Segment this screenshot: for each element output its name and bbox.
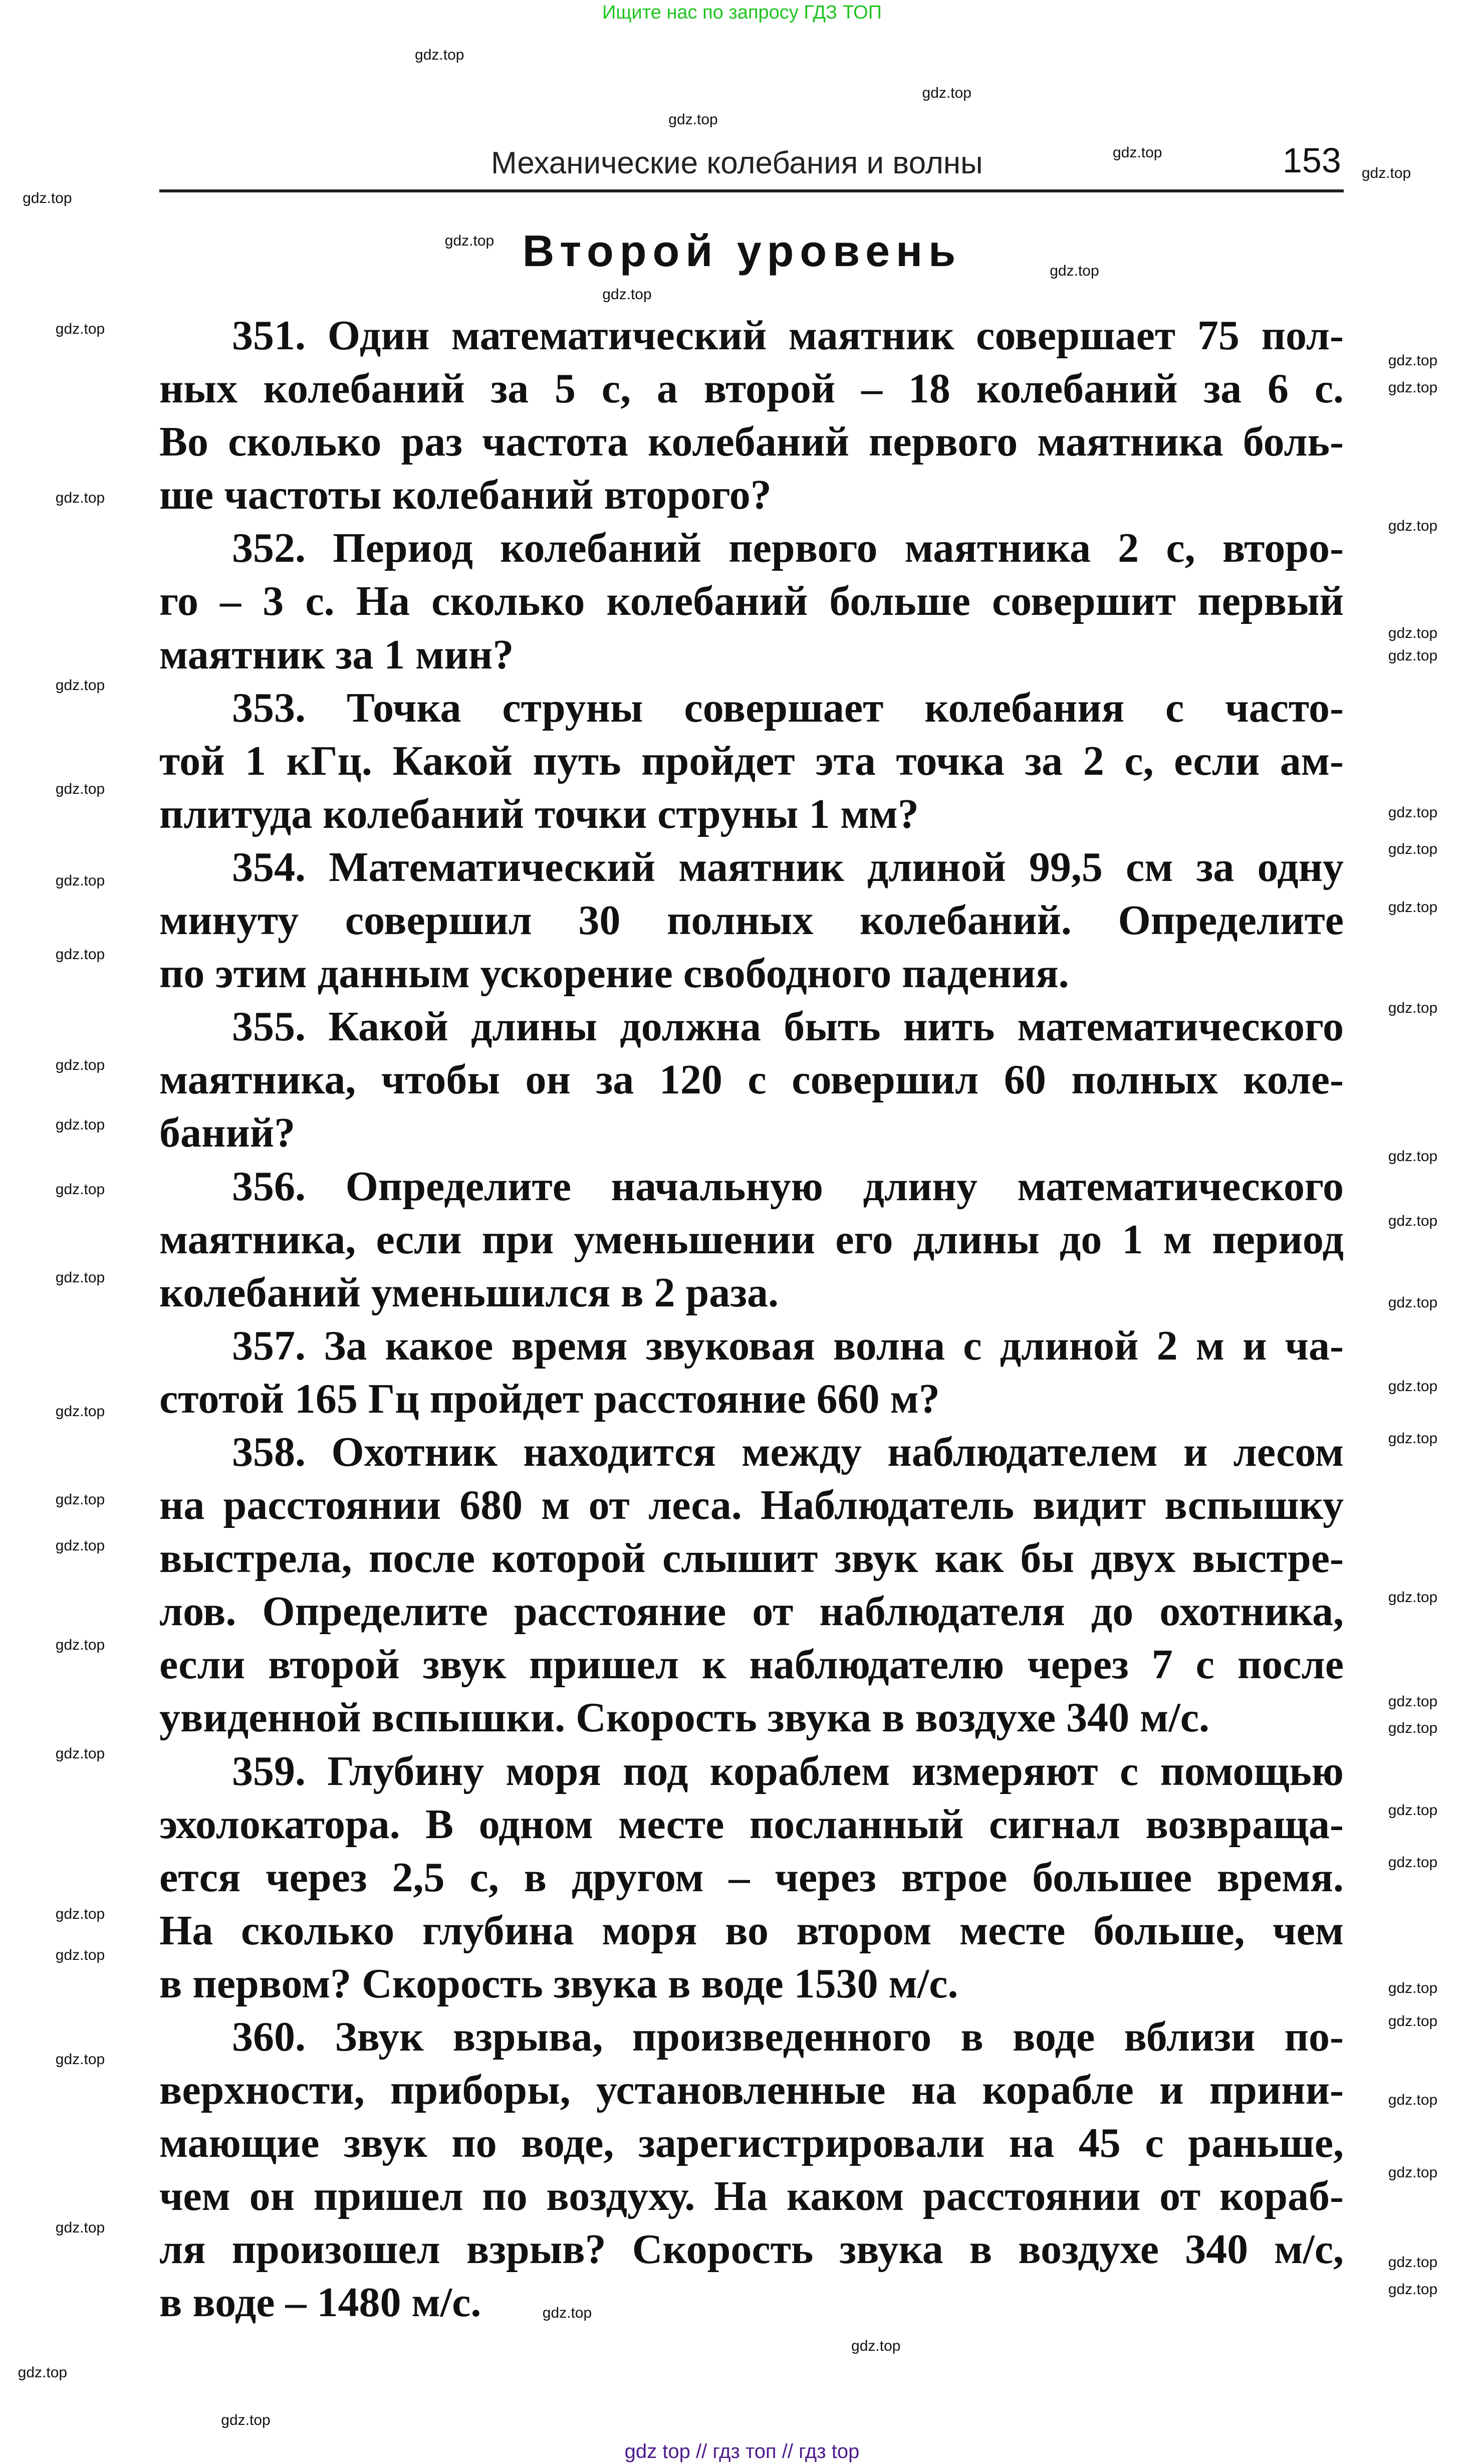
watermark: gdz.top [55,321,105,338]
problem-line [159,894,1344,947]
problem-text: На сколько глубина моря во втором месте больше, чем [159,1907,1344,1954]
problem-text: если второй звук пришел к наблюдателю через 7 с после [159,1641,1344,1688]
problem-line [159,1798,1344,1851]
problem-text: Во сколько раз частота колебаний первого маятника боль- [159,418,1344,466]
problem-text: верхности, приборы, установленные на корабле и прини- [159,2067,1344,2114]
watermark: gdz.top [1388,2254,1438,2271]
problem-line [159,1532,1344,1585]
watermark: gdz.top [55,1056,105,1073]
watermark: gdz.top [55,1947,105,1964]
problem-line [159,1373,1344,1426]
watermark: gdz.top [55,872,105,889]
problem-text: стотой 165 Гц пройдет расстояние 660 м? [159,1375,940,1422]
problem-text: выстрела, после которой слышит звук как бы двух выстре- [159,1535,1344,1582]
problem-number: 359. [232,1747,306,1795]
watermark: gdz.top [1388,1802,1438,1819]
watermark: gdz.top [1388,1720,1438,1737]
watermark: gdz.top [55,1269,105,1286]
problem-text: ля произошел взрыв? Скорость звука в воздухе 340 м/с, [159,2226,1344,2273]
problem-number: 354. [232,843,306,890]
problem-line [159,1851,1344,1904]
watermark: gdz.top [1361,164,1411,181]
watermark: gdz.top [1388,1854,1438,1871]
problem-text: минуту совершил 30 полных колебаний. Определите [159,897,1344,944]
watermark: gdz.top [55,1116,105,1134]
problem-line [159,362,1344,415]
problem-line [159,1426,1344,1479]
problem-number: 351. [232,312,306,359]
problem-line [159,1106,1344,1160]
top-banner-link[interactable]: Ищите нас по запросу ГДЗ ТОП [602,2,882,23]
problem-text: на расстоянии 680 м от леса. Наблюдатель видит вспышку [159,1482,1344,1529]
watermark: gdz.top [55,1491,105,1508]
problem-text: по этим данным ускорение свободного падения. [159,950,1069,997]
watermark: gdz.top [55,489,105,506]
watermark: gdz.top [1050,262,1099,279]
problem-line [159,1479,1344,1532]
running-title: Механические колебания и волны [491,146,983,180]
watermark: gdz.top [1388,352,1438,369]
problem-list [159,309,1344,2330]
watermark: gdz.top [1388,2281,1438,2298]
problem-line [159,735,1344,788]
problem-text: ется через 2,5 с, в другом – через втрое большее время. [159,1854,1344,1901]
problem-line [159,788,1344,841]
problem-text: эхолокатора. В одном месте посланный сигнал возвраща- [159,1801,1344,1848]
problem-number: 353. [232,684,306,731]
problem-text: Математический маятник длиной 99,5 см за одну [329,843,1344,890]
watermark: gdz.top [922,84,971,101]
problem-line [159,682,1344,735]
watermark: gdz.top [1388,379,1438,396]
problem-line [159,1904,1344,1957]
problem-text: мающие звук по воде, зарегистрировали на 45 с раньше, [159,2120,1344,2167]
problem-number: 358. [232,1428,306,1475]
watermark: gdz.top [55,1906,105,1923]
watermark: gdz.top [1388,625,1438,642]
watermark: gdz.top [668,111,718,128]
watermark: gdz.top [55,1403,105,1420]
watermark: gdz.top [1388,1000,1438,1017]
problem-text: Охотник находится между наблюдателем и лесом [331,1428,1344,1475]
watermark: gdz.top [1388,899,1438,916]
problem-line [159,309,1344,362]
problem-text: плитуда колебаний точки струны 1 мм? [159,790,919,837]
problem-text: Глубину моря под кораблем измеряют с помощью [327,1747,1344,1795]
problem-line [159,575,1344,628]
problem-text: ше частоты колебаний второго? [159,472,772,519]
problem-text: ных колебаний за 5 с, а второй – 18 колебаний за 6 с. [159,365,1344,412]
problem-number: 356. [232,1163,306,1210]
watermark: gdz.top [1388,840,1438,857]
page-number: 153 [1283,141,1341,180]
problem-text: лов. Определите расстояние от наблюдателя до охотника, [159,1588,1344,1635]
watermark: gdz.top [1388,1980,1438,1997]
footer-links[interactable]: gdz top // гдз топ // гдз top [624,2440,860,2462]
problem-text: баний? [159,1109,296,1157]
watermark: gdz.top [1388,1212,1438,1229]
problem-line [159,2223,1344,2276]
watermark: gdz.top [1388,1148,1438,1165]
problem-line [159,1745,1344,1798]
problem-text: маятника, если при уменьшении его длины до 1 м период [159,1216,1344,1263]
problem-text: го – 3 с. На сколько колебаний больше совершит первый [159,578,1344,625]
watermark: gdz.top [55,2219,105,2236]
problem-line [159,1160,1344,1213]
problem-line [159,841,1344,894]
watermark: gdz.top [1388,1294,1438,1311]
problem-line [159,1319,1344,1373]
watermark: gdz.top [55,677,105,694]
watermark: gdz.top [55,1537,105,1554]
watermark: gdz.top [1388,804,1438,821]
watermark: gdz.top [1388,2013,1438,2030]
problem-text: Определите начальную длину математического [345,1163,1344,1210]
watermark: gdz.top [55,1181,105,1198]
watermark: gdz.top [415,47,464,64]
problem-line [159,415,1344,469]
watermark: gdz.top [55,1636,105,1653]
problem-line [159,2276,1344,2329]
problem-number: 360. [232,2013,306,2060]
watermark: gdz.top [444,233,494,250]
watermark: gdz.top [55,781,105,798]
problem-text: Один математический маятник совершает 75 пол- [327,312,1344,359]
watermark: gdz.top [1388,2164,1438,2181]
watermark: gdz.top [221,2411,271,2428]
watermark: gdz.top [1388,1430,1438,1447]
problem-line [159,628,1344,682]
problem-text: в первом? Скорость звука в воде 1530 м/с. [159,1960,958,2007]
problem-line [159,1638,1344,1691]
watermark: gdz.top [55,2051,105,2068]
watermark: gdz.top [1388,2092,1438,2109]
problem-line [159,2170,1344,2223]
problem-line [159,1585,1344,1638]
problem-text: той 1 кГц. Какой путь пройдет эта точка за 2 с, если ам- [159,737,1344,784]
problem-line [159,947,1344,1000]
watermark: gdz.top [1388,647,1438,664]
problem-text: За какое время звуковая волна с длиной 2 м и ча- [324,1322,1344,1369]
problem-number: 357. [232,1322,306,1369]
problem-line [159,522,1344,575]
problem-line [159,1053,1344,1106]
problem-number: 352. [232,525,306,572]
problem-text: маятник за 1 мин? [159,631,514,678]
problem-text: Какой длины должна быть нить математического [328,1003,1344,1050]
problem-line [159,2064,1344,2117]
watermark: gdz.top [542,2304,592,2321]
problem-text: в воде – 1480 м/с. [159,2279,481,2326]
watermark: gdz.top [23,190,72,207]
problem-line [159,2117,1344,2170]
section-heading: Второй уровень [522,226,962,276]
watermark: gdz.top [1388,518,1438,535]
problem-line [159,1213,1344,1266]
watermark: gdz.top [1388,1693,1438,1710]
problem-number: 355. [232,1003,306,1050]
watermark: gdz.top [1388,1589,1438,1606]
problem-text: Точка струны совершает колебания с часто- [346,684,1344,731]
watermark: gdz.top [55,946,105,963]
problem-text: Период колебаний первого маятника 2 с, второ- [333,525,1344,572]
watermark: gdz.top [55,1745,105,1762]
problem-line [159,1691,1344,1744]
problem-line [159,469,1344,522]
watermark: gdz.top [1113,144,1162,161]
problem-text: увиденной вспышки. Скорость звука в воздухе 340 м/с. [159,1694,1210,1741]
header-rule [159,189,1344,192]
problem-line [159,1000,1344,1053]
problem-text: колебаний уменьшился в 2 раза. [159,1269,779,1316]
problem-text: чем он пришел по воздуху. На каком расстоянии от кораб- [159,2173,1344,2220]
watermark: gdz.top [18,2364,68,2381]
watermark: gdz.top [602,286,652,303]
watermark: gdz.top [851,2337,901,2354]
problem-line [159,1266,1344,1319]
watermark: gdz.top [1388,1378,1438,1395]
problem-line [159,1957,1344,2010]
problem-text: маятника, чтобы он за 120 с совершил 60 полных коле- [159,1056,1344,1103]
problem-line [159,2010,1344,2064]
problem-text: Звук взрыва, произведенного в воде вблизи по- [335,2013,1344,2060]
